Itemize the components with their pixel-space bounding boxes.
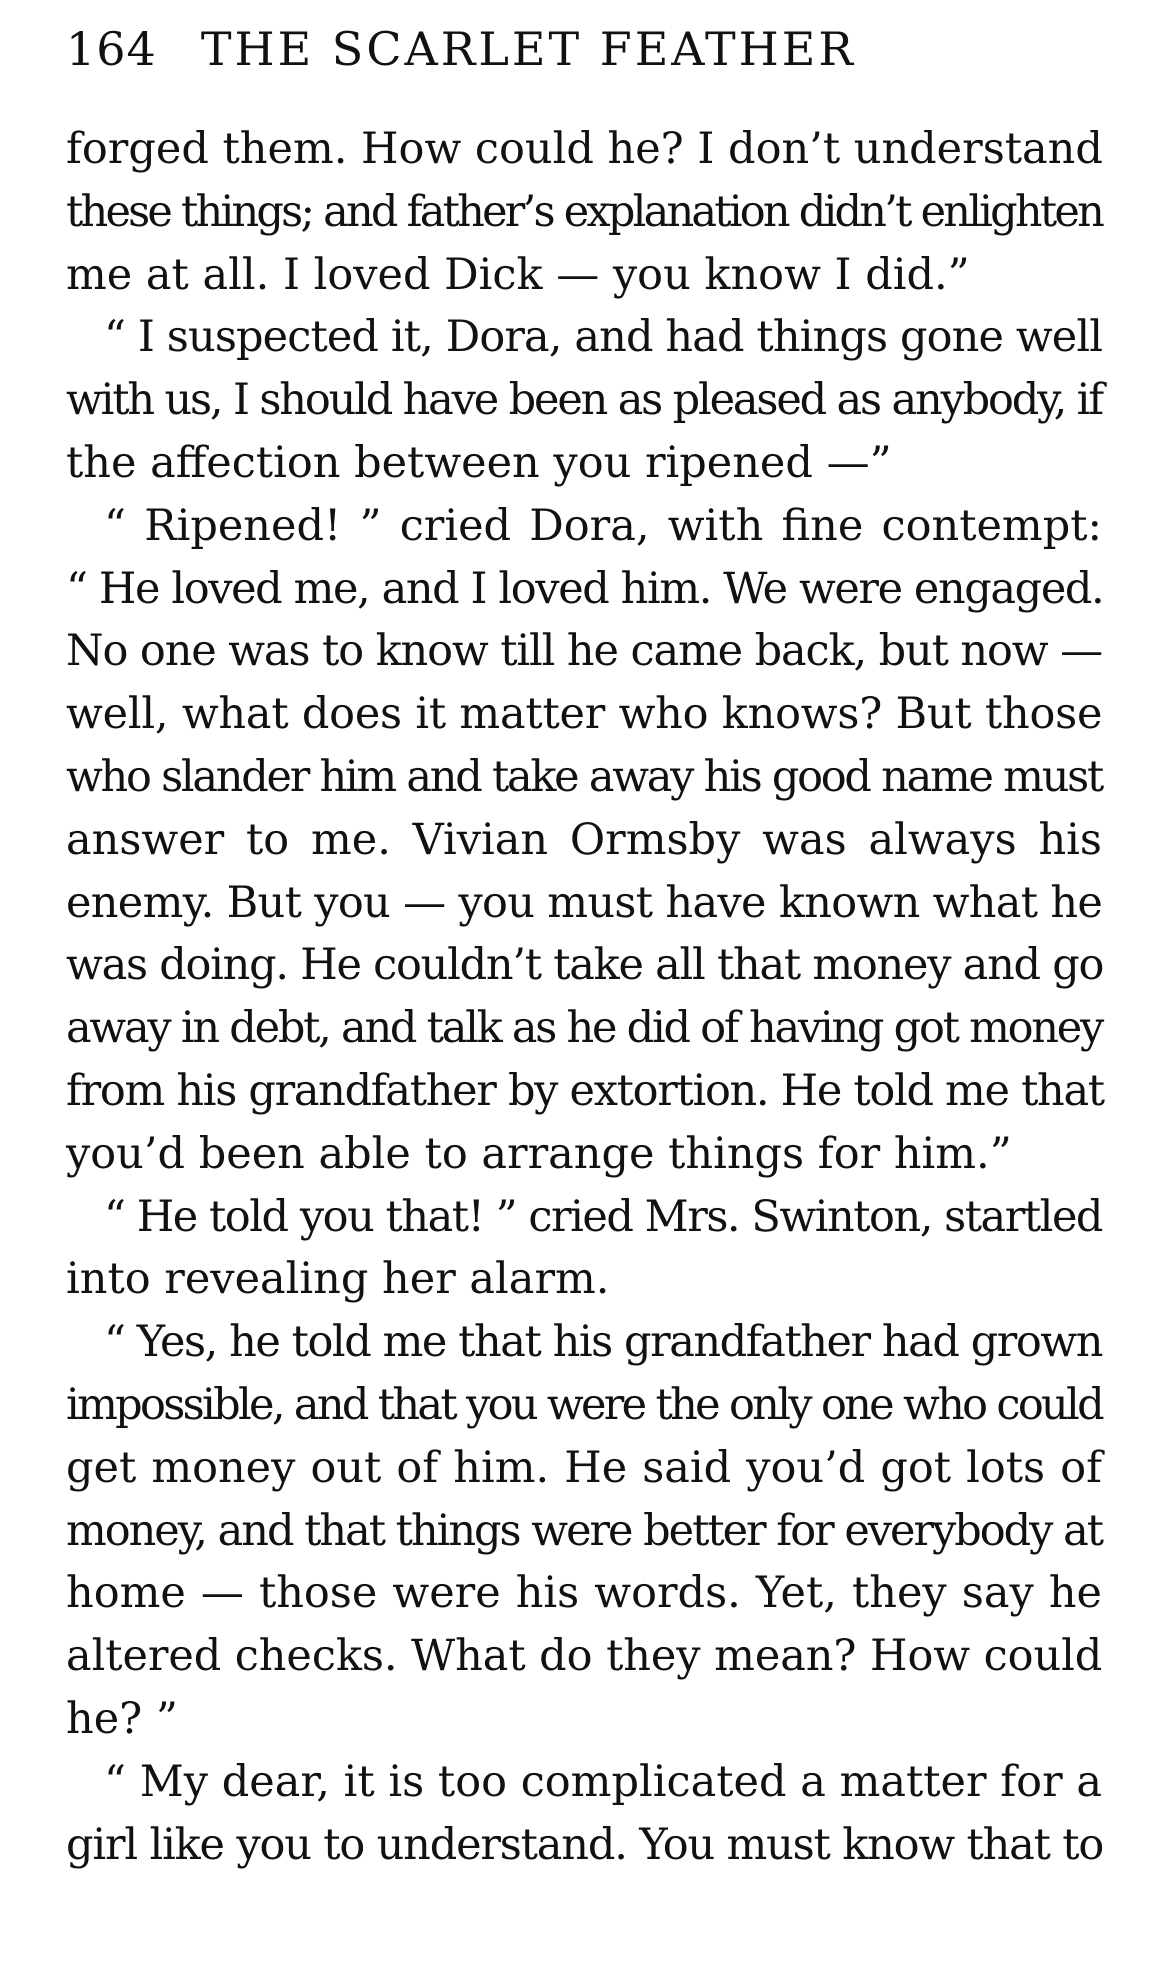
text-line: “ He loved me, and I loved him. We were engaged. [66,563,1104,614]
text-line: who slander him and take away his good name must [66,751,1102,802]
page-header [66,22,1116,92]
text-line: “ I suspected it, Dora, and had things gone well [104,312,1103,363]
text-line: away in debt, and talk as he did of having got money [66,1003,1103,1054]
text-line: the affection between you ripened —” [66,437,892,488]
text-line: you’d been able to arrange things for him.” [66,1128,1012,1179]
text-line: with us, I should have been as pleased as anybody, if [66,375,1102,426]
text-line: from his grandfather by extortion. He told me that [66,1065,1104,1116]
text-line: into revealing her alarm. [66,1254,610,1305]
text-line: home — those were his words. Yet, they say he [66,1568,1102,1619]
text-line: impossible, and that you were the only one who could [66,1379,1102,1430]
text-line: well, what does it matter who knows? But those [66,689,1103,740]
text-line: get money out of him. He said you’d got lots of [66,1442,1102,1493]
text-line: “ My dear, it is too complicated a matter for a [104,1756,1102,1807]
running-title: THE SCARLET FEATHER [200,22,857,76]
text-line: money, and that things were better for everybody at [66,1505,1102,1556]
text-line: forged them. How could he? I don’t understand [66,124,1103,174]
body-text [66,118,1102,1876]
text-line: was doing. He couldn’t take all that money and go [66,940,1104,991]
text-line: altered checks. What do they mean? How could [66,1631,1103,1682]
text-line: girl like you to understand. You must know that to [66,1819,1104,1870]
text-line: these things; and father’s explanation didn’t enlighten [66,186,1102,237]
text-line: “ He told you that! ” cried Mrs. Swinton, startled [104,1191,1102,1242]
text-line: me at all. I loved Dick — you know I did.” [66,249,970,300]
text-line: No one was to know till he came back, but now — [66,626,1102,677]
text-line: “ Yes, he told me that his grandfather had grown [104,1317,1102,1368]
text-line: “ Ripened! ” cried Dora, with fine contempt: [104,500,1102,551]
text-line: he? ” [66,1693,178,1744]
text-line: enemy. But you — you must have known what he [66,877,1103,928]
page-number: 164 [66,22,157,76]
text-line: answer to me. Vivian Ormsby was always his [66,814,1102,865]
